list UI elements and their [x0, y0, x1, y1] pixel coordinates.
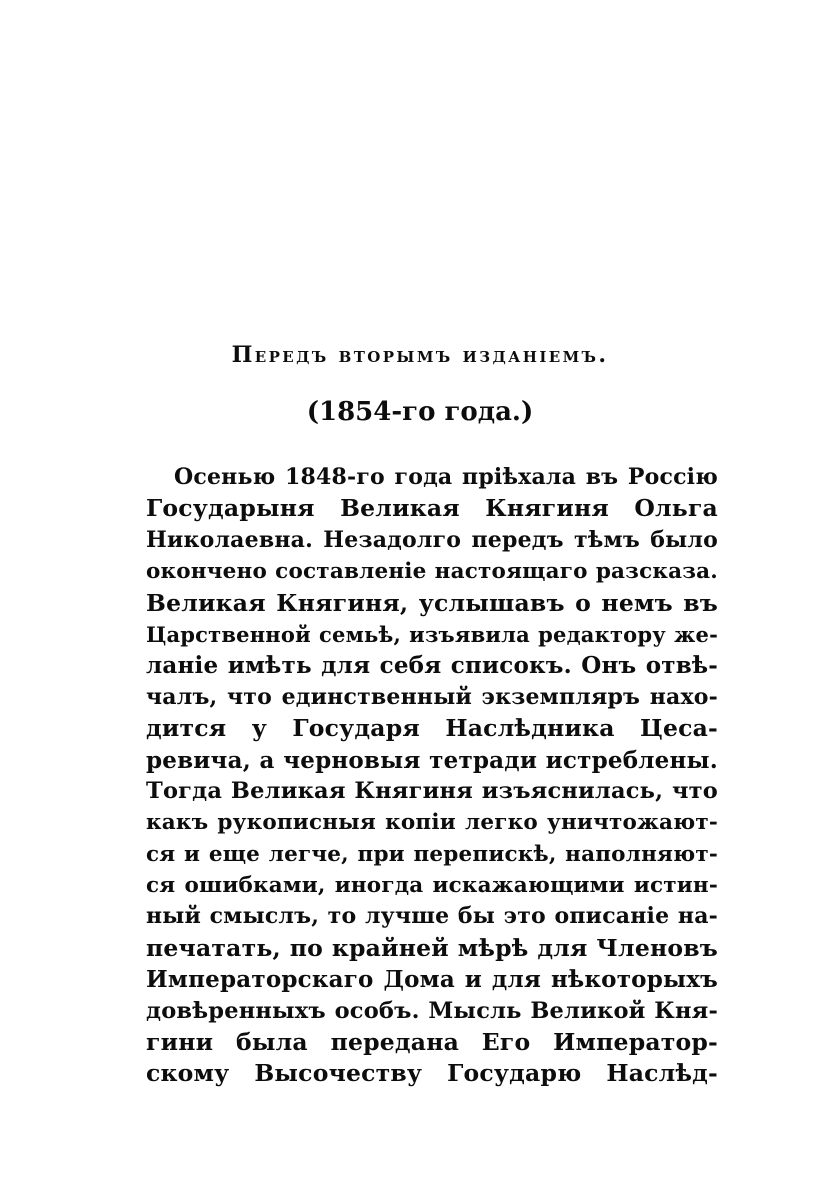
body-text	[146, 462, 718, 1090]
text-line: гини была передана Его Император-	[146, 1028, 718, 1057]
text-line: Императорскаго Дома и для нѣкоторыхъ	[146, 966, 718, 994]
text-line: ся и еще легче, при перепискѣ, наполняют-	[146, 841, 718, 867]
text-line: ланіе имѣть для себя списокъ. Онъ отвѣ-	[146, 652, 718, 680]
text-line: печатать, по крайней мѣрѣ для Членовъ	[146, 933, 718, 962]
text-line: Николаевна. Незадолго передъ тѣмъ было	[146, 526, 718, 553]
section-subheading-date: (1854-го года.)	[306, 397, 534, 427]
text-line: Осенью 1848-го года пріѣхала въ Россію	[174, 464, 718, 490]
text-line: ревича, а черновыя тетради истреблены.	[146, 746, 718, 774]
text-line: Великая Княгиня, услышавъ о немъ въ	[146, 588, 718, 617]
text-line: дится у Государя Наслѣдника Цеса-	[146, 714, 718, 743]
text-line: Государыня Великая Княгиня Ольга	[146, 494, 718, 523]
section-heading: Передъ вторымъ изданіемъ.	[231, 342, 609, 368]
text-line: скому Высочеству Государю Наслѣд-	[146, 1059, 718, 1088]
text-line: ный смыслъ, то лучше бы это описаніе на-	[146, 903, 718, 930]
text-line: чалъ, что единственный экземпляръ нахо-	[146, 683, 718, 710]
text-line: Тогда Великая Княгиня изъяснилась, что	[146, 777, 718, 804]
text-line: ся ошибками, иногда искажающими истин-	[146, 873, 718, 899]
text-line: окончено составленіе настоящаго разсказа.	[146, 559, 718, 585]
text-line: Царственной семьѣ, изъявила редактору же-	[146, 621, 718, 647]
text-line: какъ рукописныя копіи легко уничтожают-	[146, 810, 718, 836]
text-line: довѣренныхъ особъ. Мысль Великой Кня-	[146, 997, 718, 1024]
